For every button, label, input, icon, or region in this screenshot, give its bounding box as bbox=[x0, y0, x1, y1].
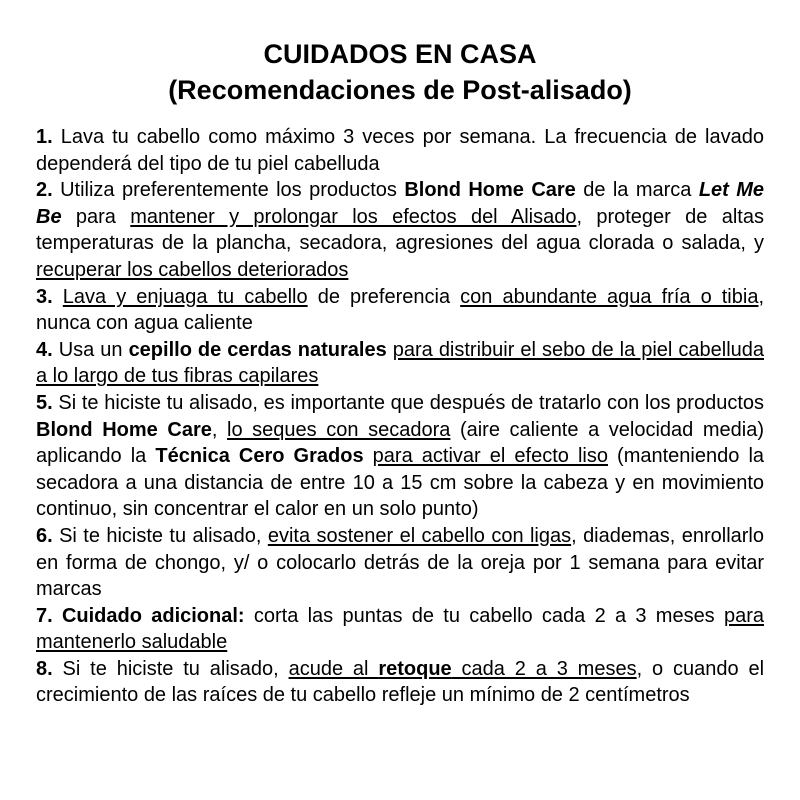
item-text: Si te hiciste tu alisado, bbox=[52, 524, 268, 547]
item-text: corta las puntas de tu cabello cada 2 a 3 meses bbox=[244, 604, 724, 627]
item-number: 7. bbox=[36, 604, 53, 627]
product-name: Blond Home Care bbox=[404, 179, 576, 202]
list-item-7 bbox=[36, 603, 764, 656]
list-item-1 bbox=[36, 124, 764, 177]
highlight-text: acude al bbox=[288, 657, 379, 680]
highlight-text: para mantenerlo saludable bbox=[36, 604, 764, 654]
item-text: (manteniendo la secadora a una distancia de entre 10 a 15 cm sobre la cabeza y en movimiento continuo, sin concentrar el calor en un solo punto) bbox=[36, 445, 765, 521]
bold-text: Cuidado adicional: bbox=[52, 604, 245, 627]
item-text: Lava tu cabello como máximo 3 veces por semana. La frecuencia de lavado dependerá del tipo de tu piel cabelluda bbox=[36, 126, 764, 175]
list-item-5 bbox=[36, 390, 764, 523]
list-item-2 bbox=[36, 177, 764, 283]
bold-text: cepillo de cerdas naturales bbox=[128, 338, 387, 361]
highlight-text: para activar el efecto liso bbox=[372, 445, 608, 468]
title-line-1: CUIDADOS EN CASA bbox=[263, 39, 537, 69]
item-text: , nunca con agua caliente bbox=[36, 285, 765, 335]
item-text bbox=[364, 445, 373, 467]
item-number: 5. bbox=[36, 391, 53, 414]
recommendation-list bbox=[36, 124, 764, 709]
item-text: Si te hiciste tu alisado, bbox=[52, 657, 289, 680]
list-item-4 bbox=[36, 337, 764, 390]
highlight-text: con abundante agua fría o tibia bbox=[460, 285, 759, 308]
highlight-text: recuperar los cabellos deteriorados bbox=[36, 258, 349, 281]
item-text: Utiliza preferentemente los productos bbox=[52, 179, 405, 202]
highlight-text: evita sostener el cabello con ligas bbox=[267, 524, 572, 547]
item-text: , diademas, enrollarlo en forma de chongo, y/ o colocarlo detrás de la oreja por 1 semana para evitar marcas bbox=[36, 524, 765, 601]
item-text: para bbox=[61, 205, 131, 228]
retouch-text: retoque bbox=[378, 657, 452, 680]
highlight-text: lo seques con secadora bbox=[227, 418, 451, 441]
item-text bbox=[53, 286, 63, 308]
highlight-text: para distribuir el sebo de la piel cabelluda a lo largo de tus fibras capilares bbox=[36, 338, 765, 388]
item-text: (aire caliente a velocidad media) aplicando la bbox=[36, 418, 765, 468]
technique-name: Técnica Cero Grados bbox=[155, 445, 364, 468]
document-page bbox=[36, 36, 764, 709]
list-item-6 bbox=[36, 523, 764, 603]
item-number: 2. bbox=[36, 179, 53, 202]
item-text: Si te hiciste tu alisado, es importante que después de tratarlo con los productos bbox=[52, 391, 764, 414]
item-text: , proteger de altas temperaturas de la plancha, secadora, agresiones del agua clorada o salada, y bbox=[36, 205, 764, 255]
item-text: , bbox=[211, 418, 228, 441]
brand-name: Let Me Be bbox=[36, 179, 764, 228]
item-number: 6. bbox=[36, 524, 53, 547]
item-text: de preferencia bbox=[307, 285, 461, 308]
highlight-text: mantener y prolongar los efectos del Alisado bbox=[130, 205, 577, 228]
item-text: , o cuando el crecimiento de las raíces de tu cabello refleje un mínimo de 2 centímetros bbox=[36, 657, 765, 707]
item-number: 1. bbox=[36, 126, 53, 148]
highlight-text: Lava y enjuaga tu cabello bbox=[62, 285, 308, 308]
list-item-3 bbox=[36, 284, 764, 337]
item-number: 3. bbox=[36, 285, 53, 308]
list-item-8 bbox=[36, 656, 764, 709]
item-number: 8. bbox=[36, 657, 53, 680]
page-title bbox=[36, 36, 764, 108]
item-text: Usa un bbox=[52, 338, 129, 361]
product-name: Blond Home Care bbox=[36, 418, 212, 441]
title-line-2: (Recomendaciones de Post-alisado) bbox=[168, 75, 632, 105]
highlight-bold-text bbox=[378, 658, 451, 680]
item-text: de la marca bbox=[575, 179, 699, 202]
item-number: 4. bbox=[36, 338, 53, 361]
highlight-text: cada 2 a 3 meses bbox=[451, 657, 637, 680]
